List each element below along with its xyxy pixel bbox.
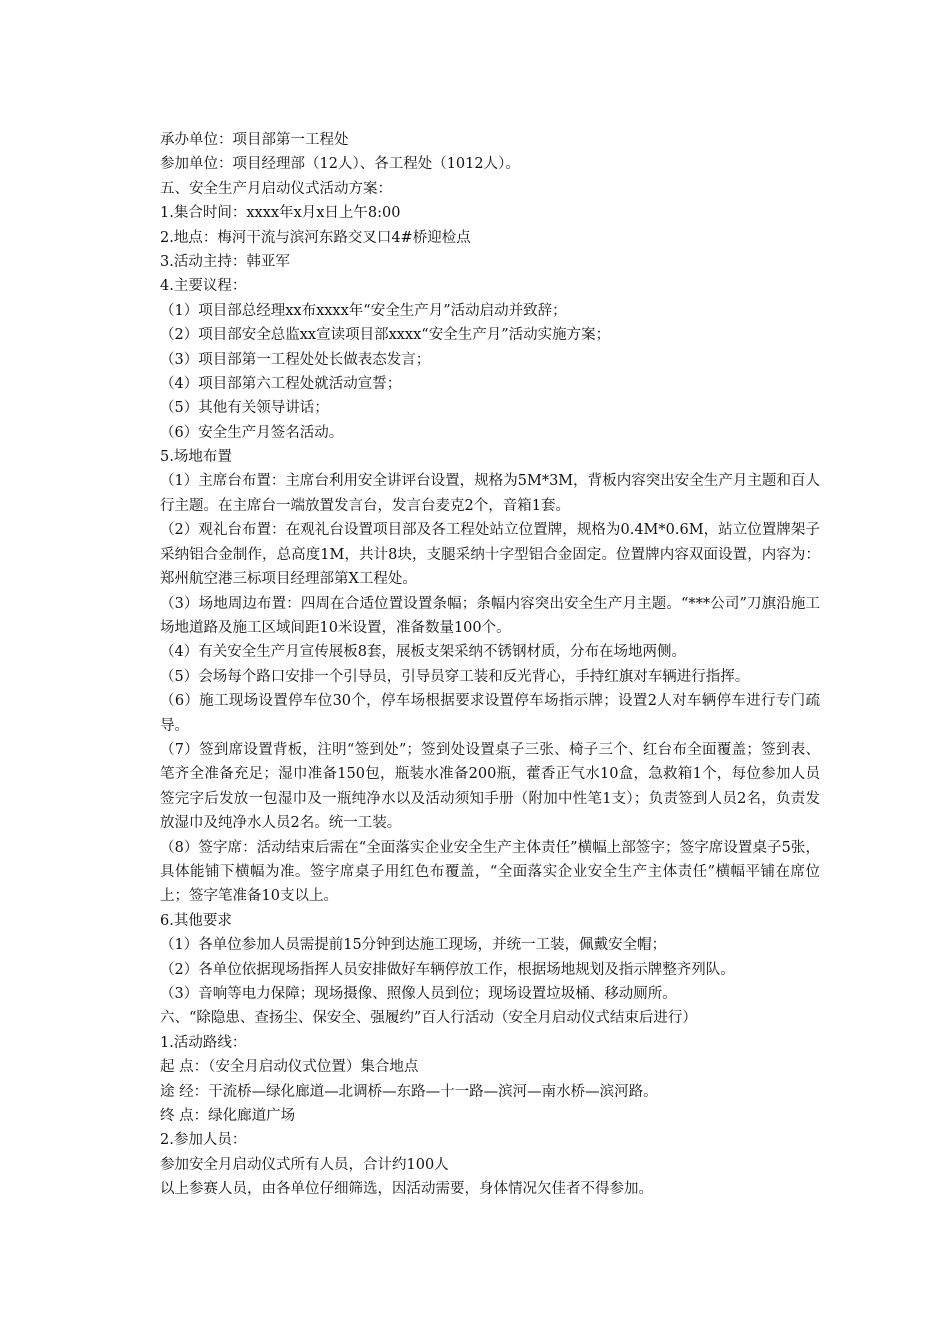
layout-paragraph: （5）会场每个路口安排一个引导员，引导员穿工装和反光背心，手持红旗对车辆进行指挥。 [160,668,750,685]
layout-paragraph: （8）签字席：活动结束后需在“全面落实企业安全生产主体责任”横幅上部签字；签字席设置桌子5张，具体能铺下横幅为准。签字席桌子用红色布覆盖，“全面落实企业安全生产主体责任”横幅平铺在席位上；签字笔准备10支以上。 [160,839,820,905]
agenda-item: （2）项目部安全总监xx宣读项目部xxxx“安全生产月”活动实施方案； [160,327,611,344]
requirement-item: （2）各单位依据现场指挥人员安排做好车辆停放工作，根据场地规划及指示牌整齐列队。 [160,961,735,978]
document-body [160,128,840,1201]
layout-paragraph: （4）有关安全生产月宣传展板8套，展板支架采纳不锈钢材质，分布在场地两侧。 [160,644,686,661]
layout-paragraph: （7）签到席设置背板，注明“签到处”；签到处设置桌子三张、椅子三个、红台布全面覆盖；签到表、笔齐全准备充足；湿巾准备150包，瓶装水准备200瓶，藿香正气水10盒，急救箱1个，每位参加人员签完字后发放一包湿巾及一瓶纯净水以及活动须知手册（附加中性笔1支）；负责签到人员2名，负责发放湿巾及纯净水人员2名。统一工装。 [160,741,820,832]
text-line: 参加单位：项目经理部（12人）、各工程处（1012人）。 [160,156,520,173]
agenda-item: （6）安全生产月签名活动。 [160,424,344,441]
requirement-item: （3）音响等电力保障；现场摄像、照像人员到位；现场设置垃圾桶、移动厕所。 [160,985,677,1002]
route-start: 起 点：（安全月启动仪式位置）集合地点 [160,1059,419,1076]
layout-paragraph: （6）施工现场设置停车位30个，停车场根据要求设置停车场指示牌；设置2人对车辆停车进行专门疏导。 [160,693,820,734]
requirement-item: （1）各单位参加人员需提前15分钟到达施工现场，并统一工装，佩戴安全帽； [160,937,667,954]
layout-paragraph: （3）场地周边布置：四周在合适位置设置条幅；条幅内容突出安全生产月主题。“***公司”刀旗沿施工场地道路及施工区域间距10米设置，准备数量100个。 [160,595,820,636]
text-line: 2.参加人员： [160,1132,247,1149]
agenda-item: （4）项目部第六工程处就活动宣誓； [160,375,402,392]
route-end: 终 点：绿化廊道广场 [160,1107,296,1124]
text-line: 1.集合时间：xxxx年x月x日上午8:00 [160,205,401,222]
text-line: 4.主要议程： [160,278,247,295]
layout-paragraph: （2）观礼台布置：在观礼台设置项目部及各工程处站立位置牌，规格为0.4M*0.6M，站立位置牌架子采纳铝合金制作，总高度1M，共计8块，支腿采纳十字型铝合金固定。位置牌内容双面设置，内容为：郑州航空港三标项目经理部第X工程处。 [160,522,820,588]
text-line: 3.活动主持：韩亚军 [160,253,290,270]
section-heading: 六、“除隐患、查扬尘、保安全、强履约”百人行活动（安全月启动仪式结束后进行） [160,1010,697,1027]
agenda-item: （5）其他有关领导讲话； [160,400,329,417]
route-via: 途 经：干流桥—绿化廊道—北调桥—东路—十一路—滨河—南水桥—滨河路。 [160,1083,658,1100]
text-line: 1.活动路线： [160,1034,247,1051]
agenda-item: （3）项目部第一工程处处长做表态发言； [160,351,431,368]
text-line: 参加安全月启动仪式所有人员，合计约100人 [160,1156,449,1173]
text-line: 以上参赛人员，由各单位仔细筛选，因活动需要，身体情况欠佳者不得参加。 [160,1181,653,1198]
agenda-item: （1）项目部总经理xx布xxxx年“安全生产月”活动启动并致辞； [160,302,567,319]
text-line: 2.地点：梅河干流与滨河东路交叉口4#桥迎检点 [160,229,471,246]
layout-paragraph: （1）主席台布置：主席台利用安全讲评台设置，规格为5M*3M，背板内容突出安全生产月主题和百人行主题。在主席台一端放置发言台，发言台麦克2个，音箱1套。 [160,473,820,514]
text-line: 承办单位：项目部第一工程处 [160,132,349,148]
subsection-heading: 5.场地布置 [160,449,232,466]
section-heading: 五、安全生产月启动仪式活动方案： [160,180,392,197]
subsection-heading: 6.其他要求 [160,912,232,929]
